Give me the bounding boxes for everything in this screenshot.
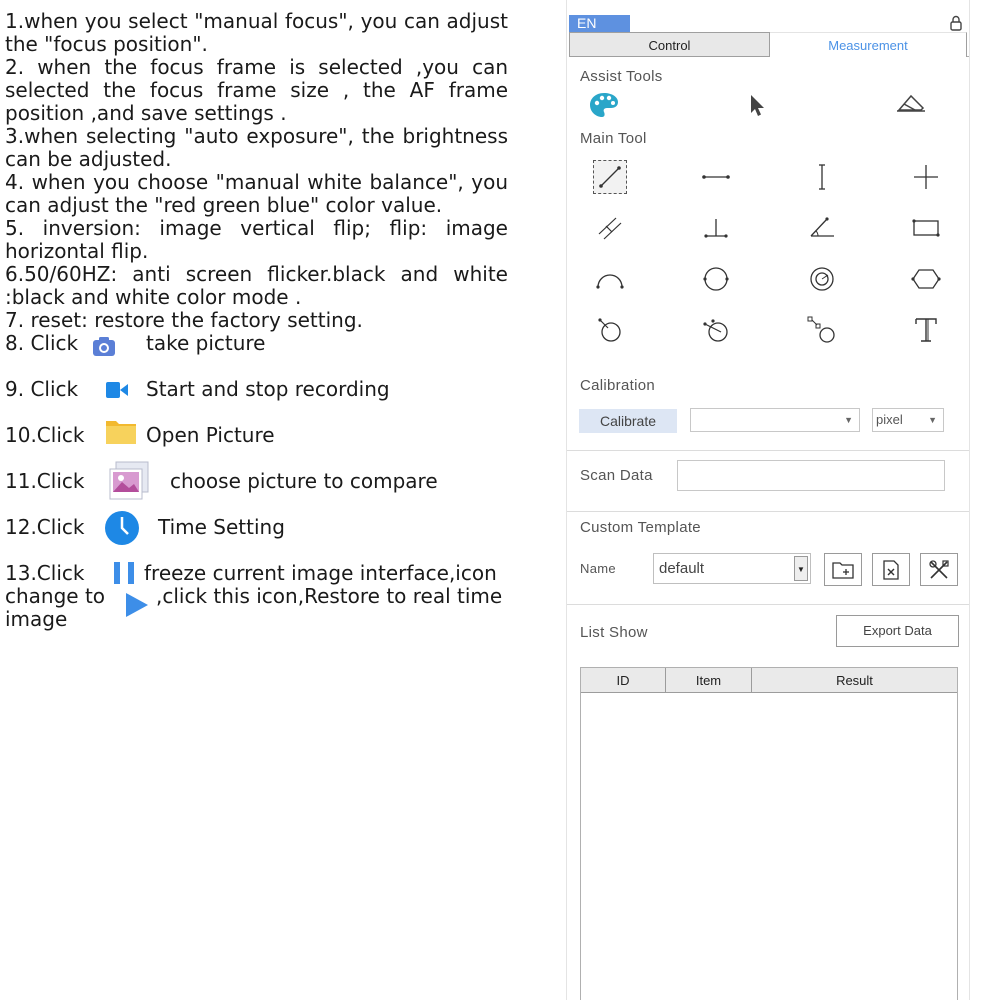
- calibration-label: Calibration: [580, 377, 656, 394]
- instruction-3: 3.when selecting "auto exposure", the brightness can be adjusted.: [5, 124, 508, 171]
- divider: [567, 511, 969, 512]
- column-result[interactable]: Result: [836, 673, 873, 688]
- divider: [567, 604, 969, 605]
- instruction-9: [5, 378, 508, 424]
- column-id[interactable]: ID: [581, 668, 666, 693]
- assist-tools-label: Assist Tools: [580, 68, 663, 85]
- file-delete-icon: [882, 560, 900, 580]
- template-name-value: default: [659, 560, 705, 577]
- pointer-icon[interactable]: [740, 88, 774, 122]
- hline-icon[interactable]: [699, 160, 733, 194]
- new-template-button[interactable]: [824, 553, 862, 586]
- line-icon[interactable]: [593, 160, 627, 194]
- instruction-13-num: 13.Click: [5, 561, 85, 585]
- template-name-select[interactable]: [653, 553, 811, 584]
- scan-data-label: Scan Data: [580, 467, 653, 484]
- custom-template-label: Custom Template: [580, 519, 701, 536]
- palette-icon[interactable]: [587, 88, 621, 122]
- arc-icon[interactable]: [593, 262, 627, 296]
- circle-center-icon[interactable]: [699, 313, 733, 347]
- unit-select-value: pixel: [876, 412, 903, 427]
- three-point-circle-icon[interactable]: [593, 313, 627, 347]
- divider: [567, 450, 969, 451]
- clock-icon: [103, 510, 141, 551]
- panel-topbar: [567, 15, 971, 32]
- instruction-4: 4. when you choose "manual white balance", you can adjust the "red green blue" color value.: [5, 170, 508, 217]
- tab-measurement[interactable]: Measurement: [770, 32, 967, 57]
- instruction-8: [5, 332, 508, 378]
- instruction-2: 2. when the focus frame is selected ,you can selected the focus frame size , the AF frame position ,and save settings .: [5, 55, 508, 125]
- instruction-13-desc2: ,click this icon,Restore to real time: [156, 584, 503, 608]
- chevron-down-icon: ▼: [794, 556, 808, 581]
- folder-add-icon: [832, 561, 854, 579]
- measurement-panel: [566, 0, 970, 1000]
- folder-icon: [105, 416, 137, 451]
- text-icon[interactable]: [909, 313, 943, 347]
- instruction-6: 6.50/60HZ: anti screen flicker.black and white :black and white color mode .: [5, 262, 508, 309]
- instruction-13-desc3: image: [5, 607, 68, 631]
- instruction-13: [5, 562, 508, 631]
- instruction-7: 7. reset: restore the factory setting.: [5, 308, 363, 332]
- instruction-1: 1.when you select "manual focus", you can adjust the "focus position".: [5, 9, 508, 56]
- instruction-9-num: 9. Click: [5, 377, 79, 401]
- camera-icon: [91, 334, 117, 363]
- instruction-5: 5. inversion: image vertical flip; flip: image horizontal flip.: [5, 216, 508, 263]
- instruction-13-desc1: freeze current image interface,icon: [144, 561, 497, 585]
- instruction-11: [5, 470, 508, 516]
- angle-icon[interactable]: [805, 211, 839, 245]
- instructions-text: [5, 10, 508, 631]
- multipoint-circle-icon[interactable]: [805, 313, 839, 347]
- gallery-icon: [107, 460, 151, 507]
- tools-icon: [928, 559, 950, 581]
- calibration-select[interactable]: [690, 408, 860, 432]
- column-item[interactable]: Item: [666, 668, 752, 693]
- eraser-icon[interactable]: [894, 86, 928, 120]
- delete-template-button[interactable]: [872, 553, 910, 586]
- instruction-8-desc: take picture: [146, 331, 266, 355]
- instruction-12-num: 12.Click: [5, 515, 85, 539]
- template-settings-button[interactable]: [920, 553, 958, 586]
- calibrate-button[interactable]: Calibrate: [579, 409, 677, 433]
- parallel-icon[interactable]: [593, 211, 627, 245]
- name-label: Name: [580, 561, 616, 576]
- instruction-11-num: 11.Click: [5, 469, 85, 493]
- instruction-12: [5, 516, 508, 562]
- circle-icon[interactable]: [699, 262, 733, 296]
- panel-tabs: [569, 32, 969, 57]
- rectangle-icon[interactable]: [909, 211, 943, 245]
- results-table: [580, 667, 958, 1000]
- instruction-10-desc: Open Picture: [146, 423, 275, 447]
- export-data-button[interactable]: Export Data: [836, 615, 959, 647]
- instruction-12-desc: Time Setting: [158, 515, 285, 539]
- list-show-label: List Show: [580, 624, 648, 641]
- play-icon: [123, 591, 149, 624]
- instruction-13-change: change to: [5, 584, 106, 608]
- instruction-8-num: 8. Click: [5, 331, 79, 355]
- instruction-9-desc: Start and stop recording: [146, 377, 390, 401]
- instruction-11-desc: choose picture to compare: [170, 469, 438, 493]
- scan-data-input[interactable]: [677, 460, 945, 491]
- polygon-icon[interactable]: [909, 262, 943, 296]
- chevron-down-icon: ▼: [928, 415, 937, 425]
- main-tool-label: Main Tool: [580, 130, 647, 147]
- chevron-down-icon: ▼: [844, 415, 853, 425]
- table-header: [581, 668, 957, 693]
- vline-icon[interactable]: [805, 160, 839, 194]
- perpendicular-icon[interactable]: [699, 211, 733, 245]
- concentric-circle-icon[interactable]: [805, 262, 839, 296]
- instruction-10: [5, 424, 508, 470]
- tab-control[interactable]: Control: [569, 32, 770, 57]
- instruction-10-num: 10.Click: [5, 423, 85, 447]
- cross-icon[interactable]: [909, 160, 943, 194]
- language-selector[interactable]: EN: [569, 15, 630, 32]
- video-icon: [105, 380, 129, 405]
- unit-select[interactable]: [872, 408, 944, 432]
